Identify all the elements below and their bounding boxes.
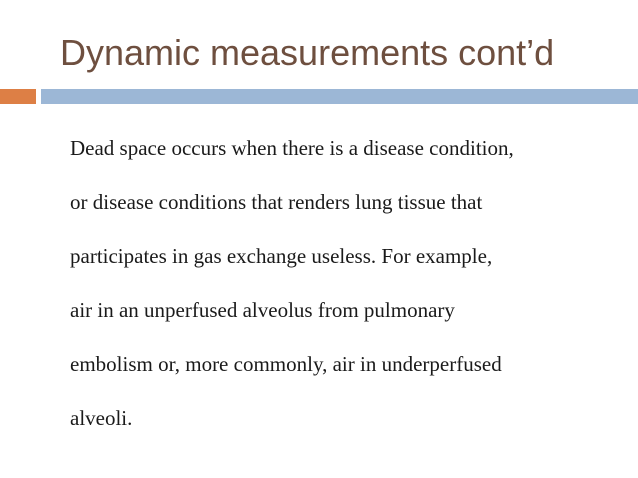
slide-body — [70, 131, 610, 455]
title-accent-bar — [0, 89, 36, 104]
body-line: Dead space occurs when there is a disease condition, — [70, 136, 514, 160]
body-line: participates in gas exchange useless. For example, — [70, 244, 493, 268]
body-line: air in an unperfused alveolus from pulmonary — [70, 298, 455, 322]
body-line: alveoli. — [70, 406, 133, 430]
body-line: or disease conditions that renders lung tissue that — [70, 190, 483, 214]
title-underline-bar — [41, 89, 638, 104]
body-line: embolism or, more commonly, air in underperfused — [70, 352, 502, 376]
slide-title: Dynamic measurements cont’d — [60, 32, 555, 73]
